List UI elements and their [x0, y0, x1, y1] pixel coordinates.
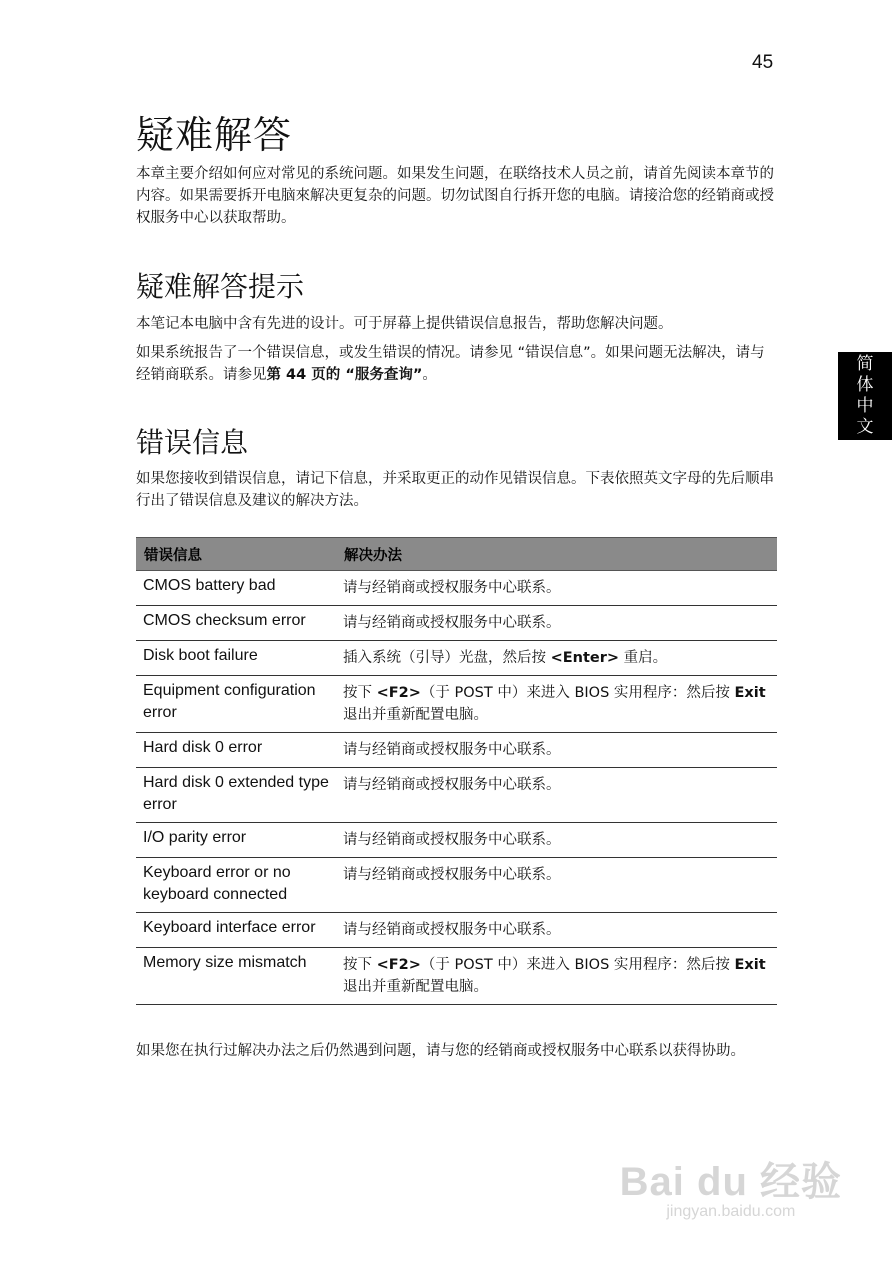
table-row — [136, 606, 777, 641]
action-text: （于 POST 中）来进入 BIOS 实用程序：然后按 — [420, 685, 735, 701]
action-cell — [336, 641, 777, 676]
error-message-cell: Memory size mismatch — [136, 948, 336, 1005]
action-text: 按下 — [343, 685, 377, 701]
error-message-cell: CMOS battery bad — [136, 571, 336, 606]
action-cell: 请与经销商或授权服务中心联系。 — [336, 823, 777, 858]
key-label: Exit — [734, 957, 766, 973]
tips-heading: 疑难解答提示 — [136, 270, 305, 303]
language-side-tab — [838, 352, 892, 440]
page-number: 45 — [752, 52, 774, 73]
key-label: <F2> — [376, 685, 421, 701]
side-tab-char: 文 — [856, 417, 874, 437]
action-text: 退出并重新配置电脑。 — [343, 979, 488, 995]
watermark — [620, 1150, 842, 1221]
service-reference-link[interactable]: 第 44 页的 “服务查询” — [266, 367, 423, 383]
table-row — [136, 641, 777, 676]
action-text: 退出并重新配置电脑。 — [343, 707, 488, 723]
action-text: 插入系统（引导）光盘，然后按 — [343, 650, 551, 666]
error-message-cell: I/O parity error — [136, 823, 336, 858]
key-label: <F2> — [376, 957, 421, 973]
action-cell: 请与经销商或授权服务中心联系。 — [336, 858, 777, 913]
tips-paragraph-1: 本笔记本电脑中含有先进的设计。可于屏幕上提供错误信息报告，帮助您解决问题。 — [136, 316, 673, 332]
side-tab-char: 中 — [856, 396, 874, 416]
error-message-cell: Hard disk 0 error — [136, 733, 336, 768]
table-row — [136, 948, 777, 1005]
tips-text-end: 。 — [422, 367, 437, 383]
watermark-logo: Bai du 经验 — [619, 1160, 842, 1204]
action-text: 重启。 — [619, 650, 668, 666]
action-cell: 请与经销商或授权服务中心联系。 — [336, 768, 777, 823]
table-row — [136, 676, 777, 733]
action-cell: 请与经销商或授权服务中心联系。 — [336, 913, 777, 948]
tips-paragraph-2 — [136, 342, 776, 386]
action-cell: 请与经销商或授权服务中心联系。 — [336, 606, 777, 641]
table-row — [136, 768, 777, 823]
action-cell — [336, 948, 777, 1005]
error-message-cell: Disk boot failure — [136, 641, 336, 676]
column-header-action: 解决办法 — [336, 538, 777, 571]
table-row — [136, 571, 777, 606]
page-title: 疑难解答 — [136, 113, 293, 157]
column-header-message: 错误信息 — [136, 538, 336, 571]
intro-paragraph: 本章主要介绍如何应对常见的系统问题。如果发生问题，在联络技术人员之前，请首先阅读本章节的内容。如果需要拆开电脑來解决更复杂的问题。切勿试图自行拆开您的电脑。请接洽您的经销商或授权服务中心以获取帮助。 — [136, 166, 774, 226]
side-tab-char: 体 — [856, 375, 874, 395]
table-row — [136, 823, 777, 858]
error-message-cell: Keyboard interface error — [136, 913, 336, 948]
error-table — [136, 537, 777, 1005]
action-cell: 请与经销商或授权服务中心联系。 — [336, 571, 777, 606]
error-message-cell: Hard disk 0 extended type error — [136, 768, 336, 823]
error-message-cell: CMOS checksum error — [136, 606, 336, 641]
key-label: <Enter> — [550, 650, 620, 666]
error-message-cell: Keyboard error or no keyboard connected — [136, 858, 336, 913]
table-row — [136, 913, 777, 948]
table-header-row — [136, 538, 777, 571]
action-cell — [336, 676, 777, 733]
table-row — [136, 858, 777, 913]
errors-heading: 错误信息 — [136, 426, 249, 459]
action-cell: 请与经销商或授权服务中心联系。 — [336, 733, 777, 768]
action-text: （于 POST 中）来进入 BIOS 实用程序：然后按 — [420, 957, 735, 973]
watermark-url: jingyan.baidu.com — [666, 1203, 796, 1220]
closing-paragraph: 如果您在执行过解决办法之后仍然遇到问题，请与您的经销商或授权服务中心联系以获得协助。 — [136, 1043, 745, 1059]
tips-text: 如果系统报告了一个错误信息，或发生错误的情况。请参见 “错误信息”。如果问题无法解决，请与经销商联系。请参见 — [136, 345, 765, 383]
errors-intro: 如果您接收到错误信息，请记下信息，并采取更正的动作见错误信息。下表依照英文字母的先后顺串行出了错误信息及建议的解决方法。 — [136, 471, 774, 509]
side-tab-char: 简 — [856, 354, 874, 374]
action-text: 按下 — [343, 957, 377, 973]
table-row — [136, 733, 777, 768]
key-label: Exit — [734, 685, 766, 701]
error-message-cell: Equipment configuration error — [136, 676, 336, 733]
